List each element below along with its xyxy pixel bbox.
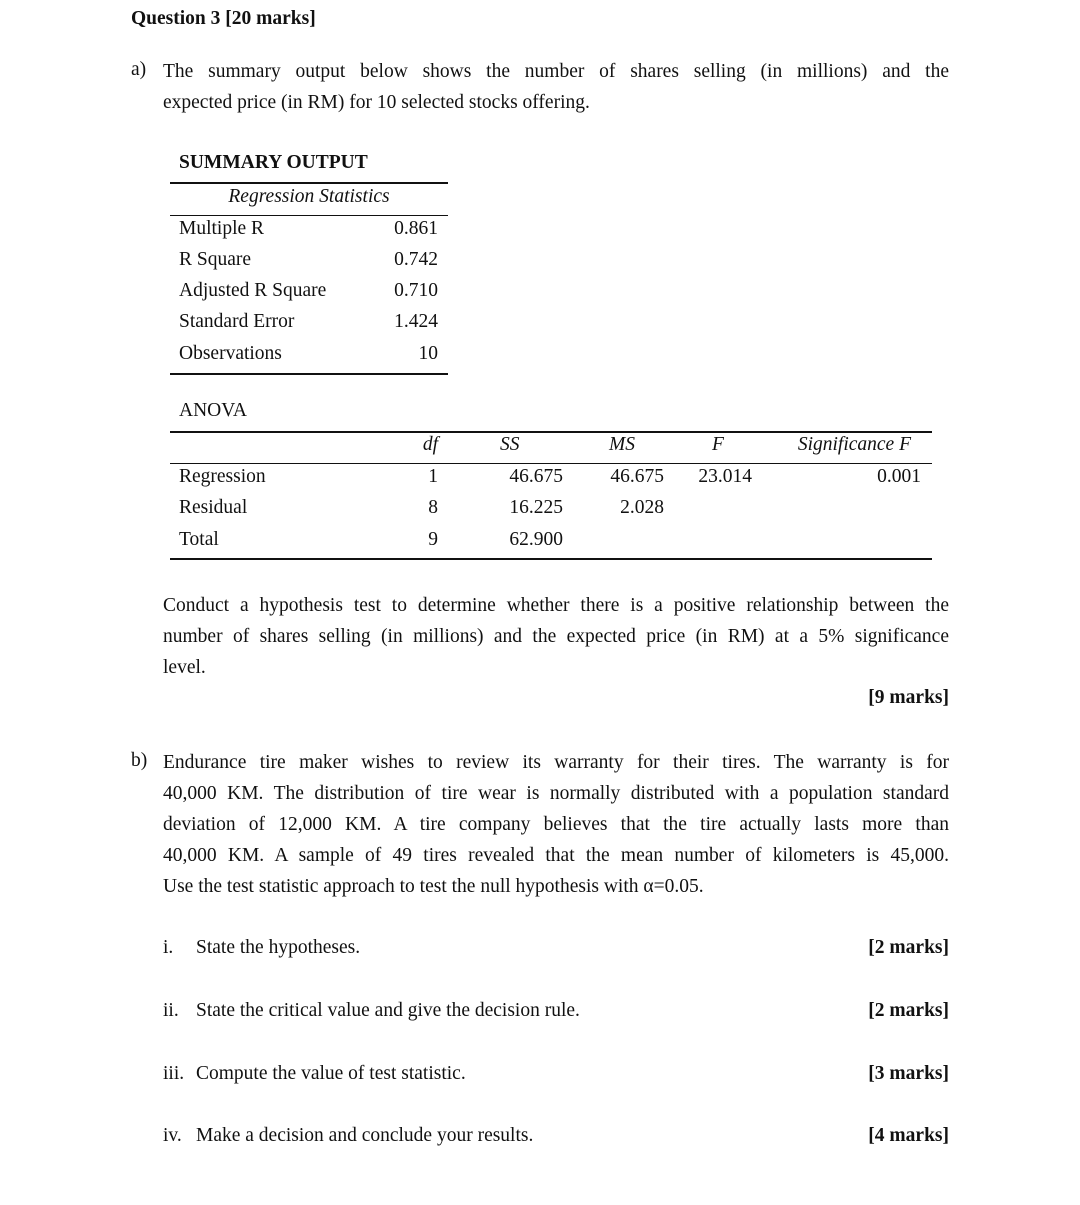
- cell: 46.675: [610, 466, 664, 487]
- item-marks: [4 marks]: [868, 1125, 949, 1146]
- item-number: iv.: [163, 1125, 182, 1146]
- col-header: MS: [609, 434, 635, 455]
- item-marks: [3 marks]: [868, 1063, 949, 1084]
- item-text: State the critical value and give the decision rule.: [196, 1000, 580, 1021]
- table-rule: [170, 215, 448, 216]
- item-number: ii.: [163, 1000, 179, 1021]
- part-a-label: a): [131, 59, 147, 80]
- part-b-line: Use the test statistic approach to test the null hypothesis with α=0.05.: [163, 876, 704, 897]
- part-b-line: 40,000 KM. The distribution of tire wear is normally distributed with a population standard: [163, 783, 949, 804]
- item-marks: [2 marks]: [868, 937, 949, 958]
- item-marks: [2 marks]: [868, 1000, 949, 1021]
- cell: 2.028: [620, 497, 664, 518]
- cell: 16.225: [509, 497, 563, 518]
- item-text: Make a decision and conclude your results.: [196, 1125, 534, 1146]
- stat-label: Observations: [179, 343, 282, 364]
- table-rule: [170, 182, 448, 184]
- table-rule: [170, 463, 932, 464]
- stat-value: 0.710: [394, 280, 438, 301]
- item-number: i.: [163, 937, 174, 958]
- question-line: Conduct a hypothesis test to determine whether there is a positive relationship between the: [163, 595, 949, 616]
- intro-line: expected price (in RM) for 10 selected stocks offering.: [163, 92, 590, 113]
- col-header: F: [712, 434, 724, 455]
- part-a-question: [163, 590, 949, 683]
- cell: 0.001: [877, 466, 921, 487]
- cell: 9: [428, 529, 438, 550]
- item-number: iii.: [163, 1063, 185, 1084]
- col-header: Significance F: [797, 434, 911, 455]
- question-title: Question 3 [20 marks]: [131, 8, 316, 29]
- part-b-line: 40,000 KM. A sample of 49 tires revealed that the mean number of kilometers is 45,000.: [163, 845, 949, 866]
- cell: 62.900: [509, 529, 563, 550]
- table-rule: [170, 431, 932, 433]
- item-text: State the hypotheses.: [196, 937, 361, 958]
- cell: Residual: [179, 497, 248, 518]
- stat-label: R Square: [179, 249, 252, 270]
- part-a-intro: [163, 56, 949, 118]
- part-b-label: b): [131, 750, 148, 771]
- question-line: level.: [163, 657, 206, 678]
- item-text: Compute the value of test statistic.: [196, 1063, 466, 1084]
- cell: 1: [428, 466, 438, 487]
- summary-output-title: SUMMARY OUTPUT: [179, 152, 368, 173]
- question-line: number of shares selling (in millions) and the expected price (in RM) at a 5% significance: [163, 626, 949, 647]
- regression-statistics-header: Regression Statistics: [228, 186, 390, 207]
- cell: Total: [179, 529, 219, 550]
- cell: 8: [428, 497, 438, 518]
- col-header: df: [422, 434, 438, 455]
- col-header: SS: [500, 434, 520, 455]
- stat-value: 1.424: [394, 311, 438, 332]
- stat-value: 10: [418, 343, 438, 364]
- stat-label: Multiple R: [179, 218, 265, 239]
- anova-title: ANOVA: [179, 400, 247, 421]
- stat-value: 0.742: [394, 249, 438, 270]
- stat-value: 0.861: [394, 218, 438, 239]
- intro-line: The summary output below shows the number of shares selling (in millions) and the: [163, 61, 949, 82]
- cell: Regression: [179, 466, 266, 487]
- part-b-line: Endurance tire maker wishes to review its warranty for their tires. The warranty is for: [163, 752, 949, 773]
- table-rule: [170, 373, 448, 375]
- part-b-text: [163, 747, 949, 902]
- part-a-marks: [9 marks]: [868, 687, 949, 708]
- stat-label: Adjusted R Square: [179, 280, 327, 301]
- table-rule: [170, 558, 932, 560]
- cell: 23.014: [698, 466, 752, 487]
- cell: 46.675: [509, 466, 563, 487]
- part-b-line: deviation of 12,000 KM. A tire company believes that the tire actually lasts more than: [163, 814, 949, 835]
- stat-label: Standard Error: [179, 311, 295, 332]
